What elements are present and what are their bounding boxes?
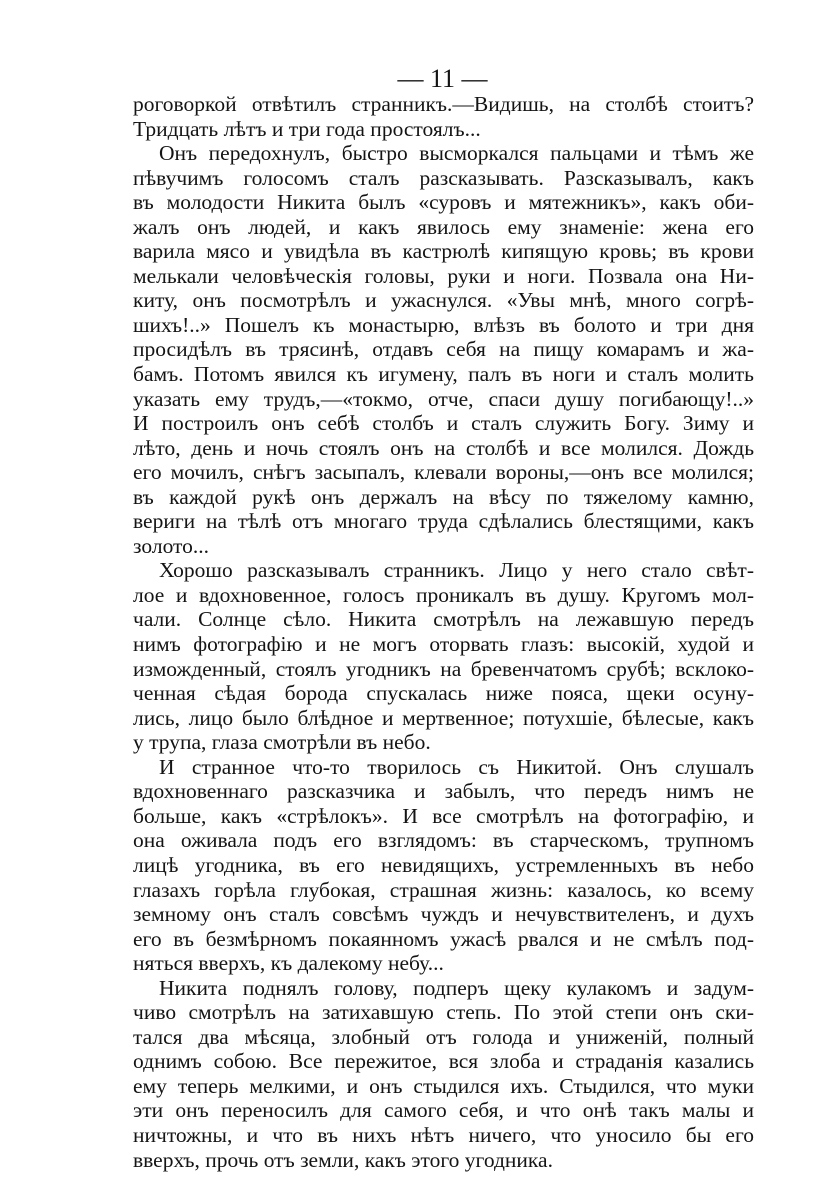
page-body bbox=[133, 92, 754, 1172]
text-line: мелькали человѣческія головы, руки и ноги. Позвала она Ни- bbox=[133, 263, 754, 288]
text-line: Хорошо разсказывалъ странникъ. Лицо у него стало свѣт- bbox=[159, 558, 754, 583]
page-number: — 11 — bbox=[397, 64, 488, 93]
text-line: шихъ!..» Пошелъ къ монастырю, влѣзъ въ болото и три дня bbox=[133, 312, 754, 337]
text-line: лись, лицо было блѣдное и мертвенное; потухшіе, бѣлесые, какъ bbox=[133, 705, 754, 730]
paragraph bbox=[133, 976, 754, 1172]
text-line: нимъ фотографію и не могъ оторвать глазъ: высокій, худой и bbox=[133, 632, 754, 657]
text-line: Онъ передохнулъ, быстро высморкался пальцами и тѣмъ же bbox=[159, 141, 754, 166]
text-line: лѣто, день и ночь стоялъ онъ на столбѣ и все молился. Дождь bbox=[133, 435, 754, 460]
text-line: у трупа, глаза смотрѣли въ небо. bbox=[133, 730, 431, 755]
text-line: вверхъ, прочь отъ земли, какъ этого угодника. bbox=[133, 1147, 553, 1172]
text-line: чали. Солнце сѣло. Никита смотрѣлъ на лежавшую передъ bbox=[133, 607, 754, 632]
text-line: въ молодости Никита былъ «суровъ и мятежникъ», какъ оби- bbox=[133, 190, 754, 215]
text-line: ченная сѣдая борода спускалась ниже пояса, щеки осуну- bbox=[133, 681, 754, 706]
text-line: Никита поднялъ голову, подперъ щеку кулакомъ и задум- bbox=[159, 975, 754, 1000]
text-line: ничтожны, и что въ нихъ нѣтъ ничего, что уносило бы его bbox=[133, 1122, 754, 1147]
text-line: лицѣ угодника, въ его невидящихъ, устремленныхъ въ небо bbox=[133, 852, 754, 877]
text-line: его въ безмѣрномъ покаянномъ ужасѣ рвался и не смѣлъ под- bbox=[133, 926, 754, 951]
text-line: чиво смотрѣлъ на затихавшую степь. По этой степи онъ ски- bbox=[133, 1000, 754, 1025]
text-line: И построилъ онъ себѣ столбъ и сталъ служить Богу. Зиму и bbox=[133, 411, 754, 436]
paragraph bbox=[133, 558, 754, 754]
text-line: просидѣлъ въ трясинѣ, отдавъ себя на пищу комарамъ и жа- bbox=[133, 337, 754, 362]
text-line: роговоркой отвѣтилъ странникъ.—Видишь, на столбѣ стоитъ? bbox=[133, 92, 754, 116]
text-line: вдохновеннаго разсказчика и забылъ, что передъ нимъ не bbox=[133, 779, 754, 804]
text-line: киту, онъ посмотрѣлъ и ужаснулся. «Увы мнѣ, много согрѣ- bbox=[133, 288, 754, 313]
text-line: вериги на тѣлѣ отъ многаго труда сдѣлались блестящими, какъ bbox=[133, 509, 754, 534]
text-line: его мочилъ, снѣгъ засыпалъ, клевали вороны,—онъ все молился; bbox=[133, 460, 754, 485]
paragraph bbox=[133, 141, 754, 558]
text-line: эти онъ переносилъ для самого себя, и что онѣ такъ малы и bbox=[133, 1098, 754, 1123]
text-line: Тридцать лѣтъ и три года простоялъ... bbox=[133, 116, 481, 141]
text-line: въ каждой рукѣ онъ держалъ на вѣсу по тяжелому камню, bbox=[133, 484, 754, 509]
text-line: жалъ онъ людей, и какъ явилось ему знаменіе: жена его bbox=[133, 214, 754, 239]
text-line: глазахъ горѣла глубокая, страшная жизнь: казалось, ко всему bbox=[133, 877, 754, 902]
text-line: указать ему трудъ,—«токмо, отче, спаси душу погибающу!..» bbox=[133, 386, 754, 411]
text-line: ему теперь мелкими, и онъ стыдился ихъ. Стыдился, что муки bbox=[133, 1073, 754, 1098]
paragraph bbox=[133, 755, 754, 976]
paragraph bbox=[133, 92, 754, 141]
text-line: золото... bbox=[133, 533, 210, 558]
text-line: лое и вдохновенное, голосъ проникалъ въ душу. Кругомъ мол- bbox=[133, 582, 754, 607]
text-line: однимъ собою. Все пережитое, вся злоба и страданія казались bbox=[133, 1049, 754, 1074]
text-line: варила мясо и увидѣла въ кастрюлѣ кипящую кровь; въ крови bbox=[133, 239, 754, 264]
text-line: тался два мѣсяца, злобный отъ голода и униженій, полный bbox=[133, 1024, 754, 1049]
text-line: изможденный, стоялъ угодникъ на бревенчатомъ срубѣ; всклоко- bbox=[133, 656, 754, 681]
text-line: няться вверхъ, къ далекому небу... bbox=[133, 951, 444, 976]
text-line: бамъ. Потомъ явился къ игумену, палъ въ ноги и сталъ молить bbox=[133, 362, 754, 387]
text-line: она оживала подъ его взглядомъ: въ старческомъ, трупномъ bbox=[133, 828, 754, 853]
text-line: пѣвучимъ голосомъ сталъ разсказывать. Разсказывалъ, какъ bbox=[133, 165, 754, 190]
text-line: земному онъ сталъ совсѣмъ чуждъ и нечувствителенъ, и духъ bbox=[133, 902, 754, 927]
text-line: больше, какъ «стрѣлокъ». И все смотрѣлъ на фотографію, и bbox=[133, 803, 754, 828]
text-line: И странное что-то творилось съ Никитой. Онъ слушалъ bbox=[159, 754, 754, 779]
